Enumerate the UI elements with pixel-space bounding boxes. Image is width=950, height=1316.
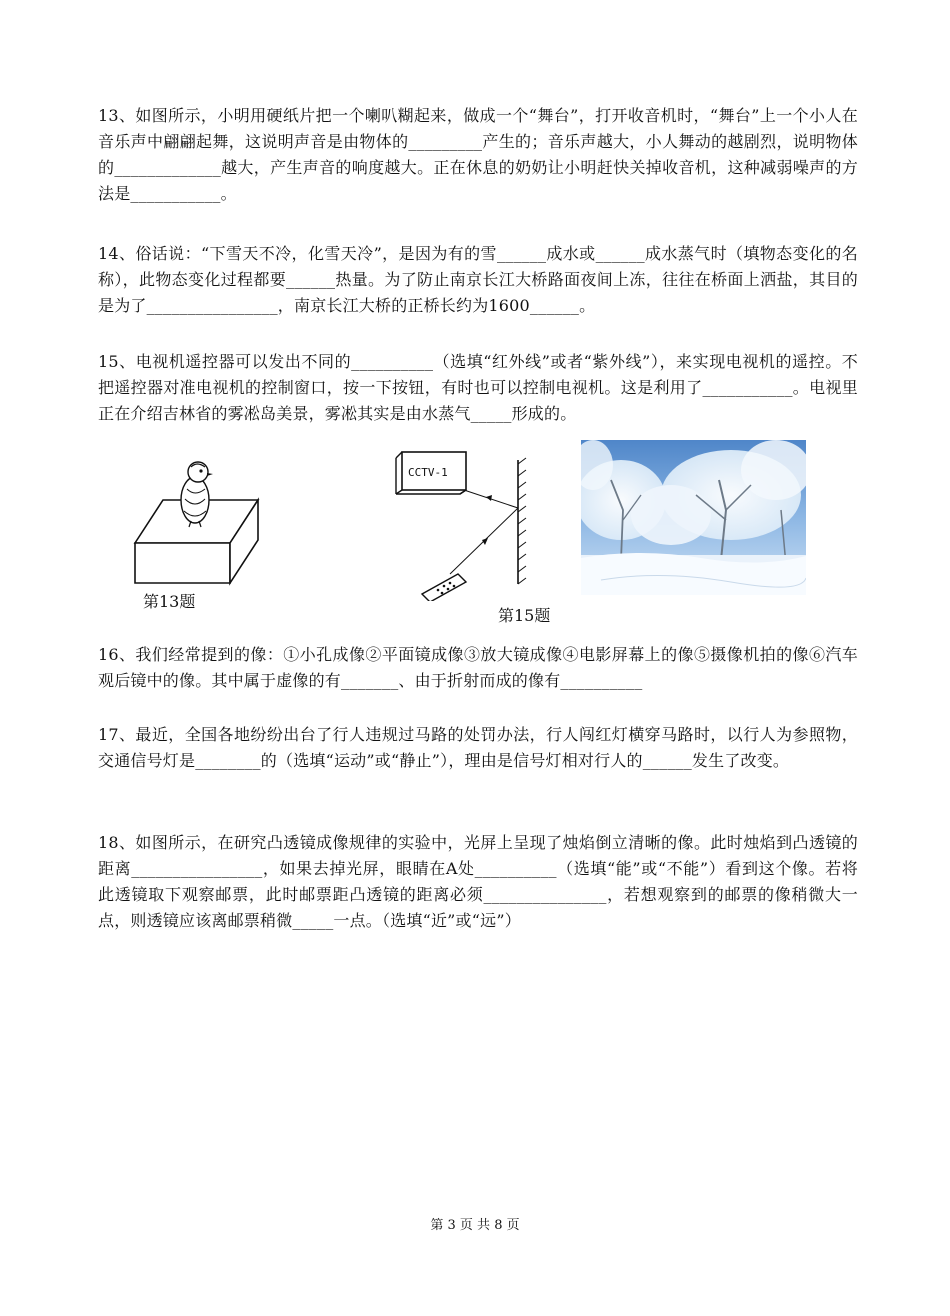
- question-16: 16、我们经常提到的像：①小孔成像②平面镜成像③放大镜成像④电影屏幕上的像⑤摄像机拍的像⑥汽车观后镜中的像。其中属于虚像的有_______、由于折射而成的像有__________: [98, 645, 858, 690]
- rime-trees-image: [581, 440, 806, 595]
- tv-icon: [396, 452, 466, 494]
- question-18: 18、如图所示，在研究凸透镜成像规律的实验中，光屏上呈现了烛焰倒立清晰的像。此时烛焰到凸透镜的距离________________，如果去掉光屏，眼睛在A处__________（选填“能”或“不能”）看到这个像。若将此透镜取下观察邮票，此时邮票距凸透镜的距离必须_______________，若想观察到的邮票的像稍微大一点，则透镜应该离邮票稍微_____一点。（选填“近”或“远”）: [98, 833, 858, 930]
- figure-15-caption: 第15题: [498, 606, 551, 625]
- question-13: 13、如图所示，小明用硬纸片把一个喇叭糊起来，做成一个“舞台”，打开收音机时，“舞台”上一个小人在音乐声中翩翩起舞，这说明声音是由物体的_________产生的；音乐声越大，小人舞动的越剧烈，说明物体的_____________越大，产生声音的响度越大。正在休息的奶奶让小明赶快关掉收音机，这种减弱噪声的方法是___________。: [98, 106, 858, 203]
- remote-control-icon: [422, 574, 466, 601]
- figure-13-caption: 第13题: [143, 592, 196, 611]
- question-14: 14、俗话说：“下雪天不冷，化雪天冷”，是因为有的雪______成水或______成水蒸气时（填物态变化的名称），此物态变化过程都要______热量。为了防止南京长江大桥路面夜间上冻，往往在桥面上洒盐，其目的是为了________________，南京长江大桥的正桥长约为1600______。: [98, 244, 858, 315]
- tv-reflection-drawing: [388, 446, 538, 601]
- tv-label: CCTV-1: [408, 466, 448, 479]
- question-15: 15、电视机遥控器可以发出不同的__________（选填“红外线”或者“紫外线”），来实现电视机的遥控。不把遥控器对准电视机的控制窗口，按一下按钮，有时也可以控制电视机。这是利用了___________。电视里正在介绍吉林省的雾凇岛美景，雾凇其实是由水蒸气_____形成的。: [98, 352, 858, 423]
- rime-photo: [581, 440, 806, 595]
- figure-15-tv-remote: [388, 446, 538, 601]
- page-footer: 第 3 页 共 8 页: [430, 1218, 520, 1233]
- figure-13-stage: [125, 455, 265, 590]
- wall-mirror: [518, 458, 526, 584]
- stage-drawing: [125, 455, 265, 590]
- question-17: 17、最近，全国各地纷纷出台了行人违规过马路的处罚办法，行人闯红灯横穿马路时，以行人为参照物，交通信号灯是________的（选填“运动”或“静止”），理由是信号灯相对行人的______发生了改变。: [98, 725, 858, 770]
